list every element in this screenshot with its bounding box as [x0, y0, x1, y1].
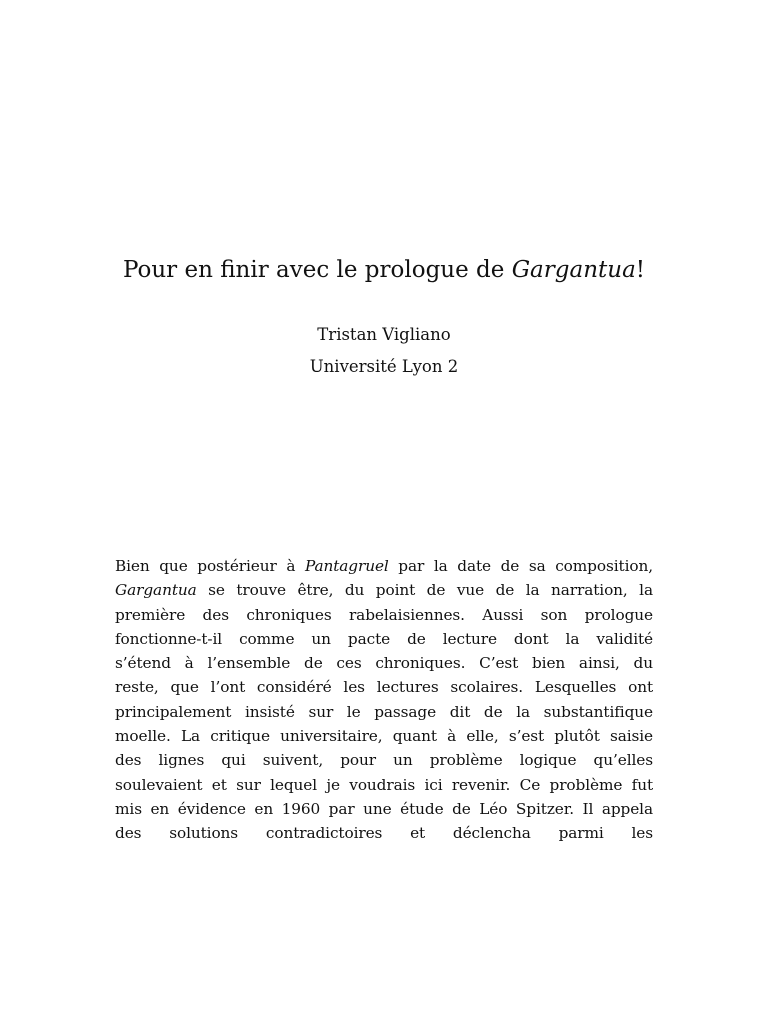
body-line: soulevaient et sur lequel je voudrais ici revenir. Ce problème fut: [115, 775, 653, 794]
author-name: Tristan Vigliano: [317, 325, 451, 344]
body-line: s’étend à l’ensemble de ces chroniques. C’est bien ainsi, du: [115, 654, 653, 673]
body-line: reste, que l’ont considéré les lectures scolaires. Lesquelles ont: [115, 678, 653, 697]
body-paragraph: [115, 554, 653, 846]
body-line: des solutions contradictoires et déclencha parmi les: [115, 824, 653, 843]
body-line: moelle. La critique universitaire, quant à elle, s’est plutôt saisie: [115, 727, 653, 746]
body-line: mis en évidence en 1960 par une étude de Léo Spitzer. Il appela: [115, 799, 653, 818]
author-affiliation: Université Lyon 2: [309, 357, 459, 376]
title-prefix: Pour en finir avec le prologue de: [122, 257, 512, 283]
body-line: fonctionne-t-il comme un pacte de lecture dont la validité: [115, 629, 653, 648]
title-suffix: !: [635, 257, 646, 283]
article-title: [0, 254, 768, 286]
body-line: des lignes qui suivent, pour un problème logique qu’elles: [115, 751, 653, 770]
body-line: première des chroniques rabelaisiennes. Aussi son prologue: [115, 605, 653, 624]
body-line: Gargantua se trouve être, du point de vue de la narration, la: [115, 581, 653, 600]
body-line: principalement insisté sur le passage dit de la substantifique: [115, 702, 653, 721]
title-italic: Gargantua: [511, 257, 636, 283]
body-line: Bien que postérieur à Pantagruel par la date de sa composition,: [115, 557, 653, 575]
